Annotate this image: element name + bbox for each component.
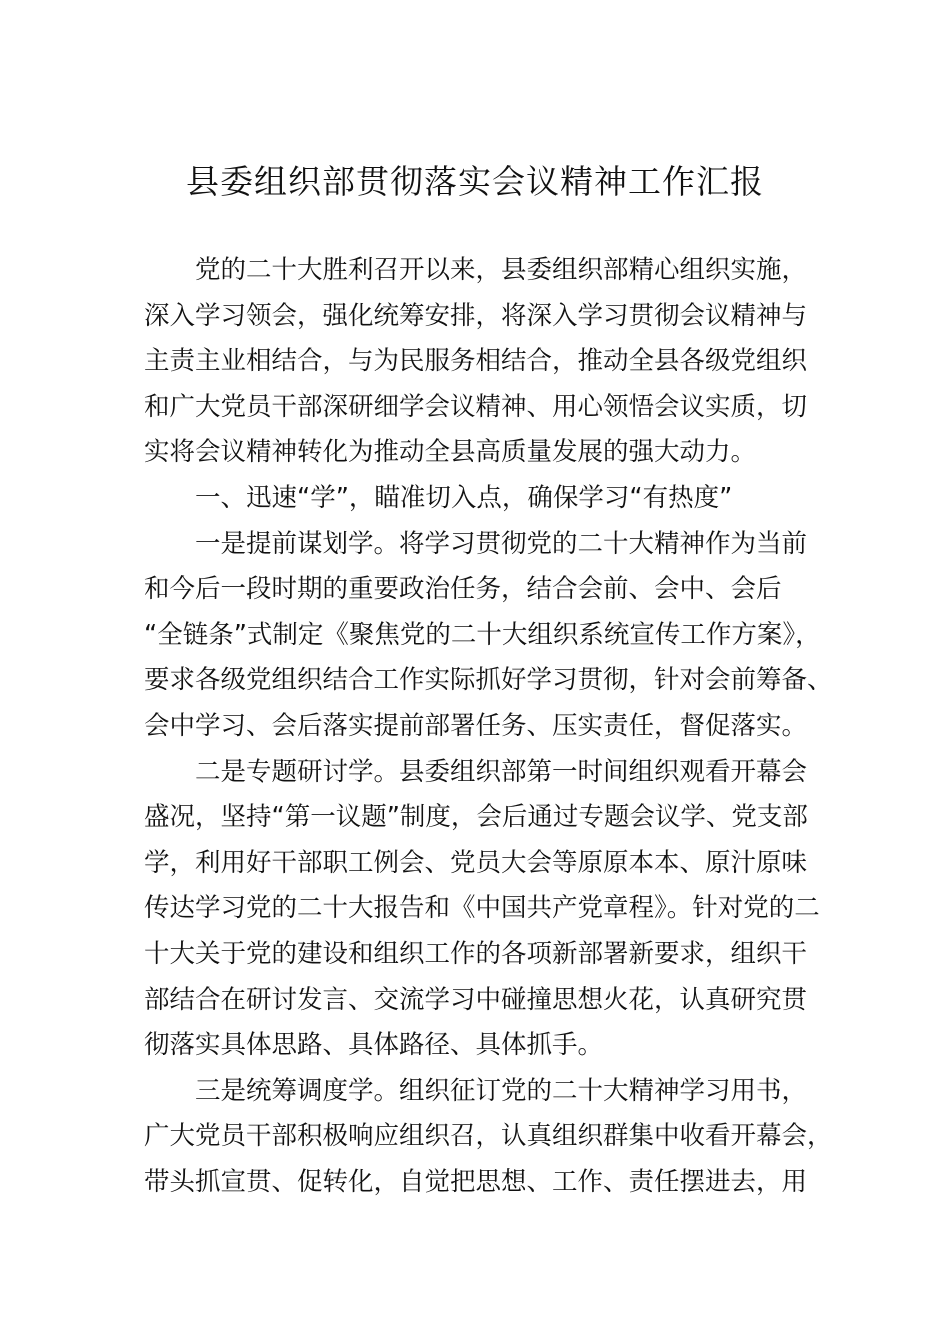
text-line: 彻落实具体思路、具体路径、具体抓手。	[144, 1030, 604, 1061]
text-line: 学，利用好干部职工例会、党员大会等原原本本、原汁原味	[144, 847, 808, 878]
document-title: 县委组织部贯彻落实会议精神工作汇报	[186, 162, 764, 201]
text-line: “全链条”式制定《聚焦党的二十大组织系统宣传工作方案》，	[144, 619, 821, 650]
text-line: 一、迅速“学”，瞄准切入点，确保学习“有热度”	[195, 482, 733, 513]
text-line: 二是专题研讨学。县委组织部第一时间组织观看开幕会	[195, 756, 808, 787]
text-line: 广大党员干部积极响应组织召，认真组织群集中收看开幕会，	[144, 1121, 833, 1152]
text-line: 和广大党员干部深研细学会议精神、用心领悟会议实质，切	[144, 391, 808, 422]
text-line: 要求各级党组织结合工作实际抓好学习贯彻，针对会前筹备、	[144, 665, 833, 696]
text-line: 三是统筹调度学。组织征订党的二十大精神学习用书，	[195, 1075, 808, 1106]
document-body	[144, 248, 834, 1205]
text-line: 十大关于党的建设和组织工作的各项新部署新要求，组织干	[144, 938, 808, 969]
text-line: 党的二十大胜利召开以来，县委组织部精心组织实施，	[195, 255, 808, 285]
text-line: 传达学习党的二十大报告和《中国共产党章程》。针对党的二	[144, 893, 820, 924]
text-line: 深入学习领会，强化统筹安排，将深入学习贯彻会议精神与	[144, 300, 808, 331]
text-line: 会中学习、会后落实提前部署任务、压实责任，督促落实。	[144, 710, 808, 741]
text-line: 和今后一段时期的重要政治任务，结合会前、会中、会后	[144, 574, 782, 605]
text-line: 部结合在研讨发言、交流学习中碰撞思想火花，认真研究贯	[144, 984, 808, 1015]
text-line: 盛况，坚持“第一议题”制度，会后通过专题会议学、党支部	[144, 802, 808, 833]
text-line: 一是提前谋划学。将学习贯彻党的二十大精神作为当前	[195, 528, 808, 559]
text-line: 带头抓宣贯、促转化，自觉把思想、工作、责任摆进去，用	[144, 1166, 808, 1197]
text-line: 主责主业相结合，与为民服务相结合，推动全县各级党组织	[144, 346, 808, 377]
text-line: 实将会议精神转化为推动全县高质量发展的强大动力。	[144, 437, 757, 468]
